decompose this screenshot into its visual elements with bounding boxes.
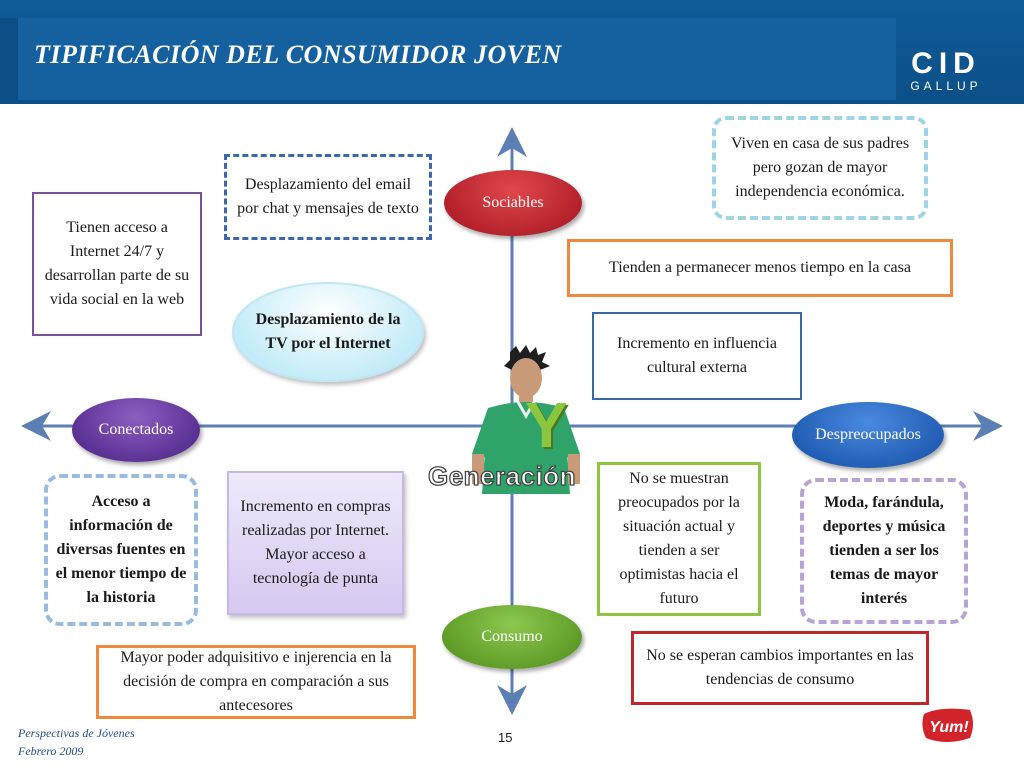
text-tv-internet: Desplazamiento de la TV por el Internet [255, 311, 401, 352]
yum-logo [920, 704, 978, 748]
text-parents: Viven en casa de sus padres pero gozan de mayor independencia económica. [730, 135, 910, 200]
text-no-changes: No se esperan cambios importantes en las tendencias de consumo [646, 647, 914, 688]
text-cultural: Incremento en influencia cultural externa [617, 335, 777, 376]
box-parents [712, 116, 928, 220]
box-cultural [592, 312, 802, 400]
footer-date: Febrero 2009 [18, 744, 84, 758]
ellipse-despreocupados [792, 402, 944, 468]
box-online-shopping [227, 471, 404, 615]
page-number: 15 [498, 730, 513, 745]
ellipse-conectados [72, 398, 200, 462]
box-internet-web [32, 192, 202, 336]
text-less-home: Tienden a permanecer menos tiempo en la casa [609, 259, 911, 276]
box-info-access [44, 474, 198, 626]
box-no-changes [631, 631, 929, 705]
label-despreocupados: Despreocupados [815, 426, 921, 443]
generation-letter: Y [525, 389, 568, 461]
text-internet-web: Tienen acceso a Internet 24/7 y desarrollan parte de su vida social en la web [44, 219, 190, 308]
label-conectados: Conectados [98, 421, 174, 438]
box-email-chat [224, 154, 432, 240]
ellipse-sociables [444, 170, 582, 236]
ellipse-consumo [442, 605, 582, 669]
text-email-chat: Desplazamiento del email por chat y mensajes de texto [237, 176, 419, 217]
logo-main-text: CID [911, 47, 981, 80]
label-consumo: Consumo [481, 628, 543, 645]
yum-logo-text: Yum! [929, 719, 969, 736]
box-optimistic [597, 462, 761, 616]
text-optimistic: No se muestran preocupados por la situación actual y tienden a ser optimistas hacia el futuro [618, 470, 740, 607]
logo-sub-text: GALLUP [910, 79, 982, 93]
text-buying-power: Mayor poder adquisitivo e injerencia en la decisión de compra en comparación a sus antecesores [120, 649, 392, 714]
yum-logo-badge [920, 704, 978, 748]
page-title: TIPIFICACIÓN DEL CONSUMIDOR JOVEN [34, 40, 562, 69]
box-buying-power [96, 645, 416, 719]
box-tv-internet [232, 282, 424, 382]
text-online-shopping: Incremento en compras realizadas por Internet. Mayor acceso a tecnología de punta [240, 498, 391, 587]
text-fashion: Moda, farándula, deportes y música tienden a ser los temas de mayor interés [822, 494, 946, 607]
box-fashion [800, 478, 968, 624]
text-info-access: Acceso a información de diversas fuentes en el menor tiempo de la historia [55, 493, 187, 606]
footer-title: Perspectivas de Jóvenes [18, 726, 135, 740]
generation-label: Generación [428, 461, 577, 491]
label-sociables: Sociables [482, 194, 544, 211]
box-less-home [567, 239, 953, 297]
